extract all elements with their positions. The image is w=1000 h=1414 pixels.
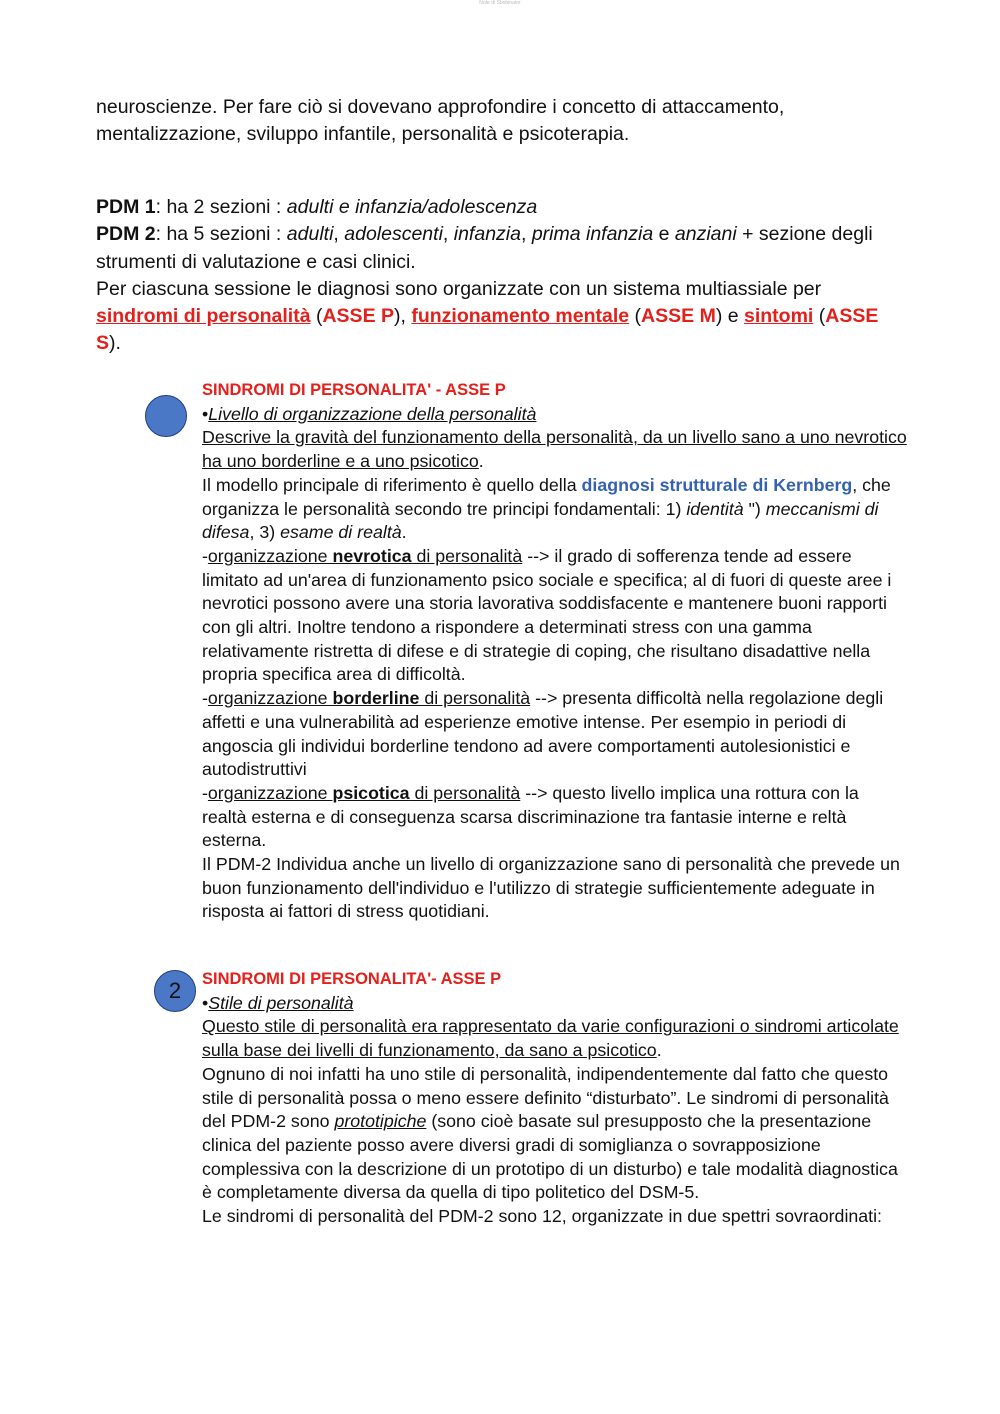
org-label: organizzazione [207, 545, 333, 566]
psychotic-paragraph [202, 782, 907, 853]
axes-line [96, 276, 896, 358]
separator: e [653, 223, 675, 246]
pdm2-rest: + sezione degli strumenti di valutazione e casi clinici. [96, 223, 873, 273]
separator: , [442, 223, 454, 246]
description-text: Descrive la gravità del funzionamento della personalità, da un livello sano a uno nevrotico ha uno borderline e a uno psicotico [202, 427, 907, 472]
pdm-paragraph [96, 194, 896, 358]
axes-intro: Per ciascuna sessione le diagnosi sono organizzate con un sistema multiassiale per [96, 277, 822, 300]
axis-p-term: sindromi di personalità [96, 305, 311, 328]
axis-s-label: ASSE S [96, 305, 879, 355]
intro-line: neuroscienze. Per fare ciò si dovevano approfondire i concetto di attaccamento, [96, 96, 785, 118]
org-description: --> il grado di sofferenza tende ad essere limitato ad un'area di funzionamento psico sociale e specifica; al di fuori di queste aree i nevrotici possono avere una storia lavorativa soddisfacente e mantenere buoni rapporti con gli altri. Inoltre tendono a rispondere a determinati stress con una gamma relativamente ristretta di difese e di strategie di coping, che risultano disadattive nella propria specifica area di difficoltà. [202, 545, 892, 685]
dash: - [202, 545, 208, 566]
org-label: organizzazione [207, 782, 333, 803]
pdm1-label: PDM 1 [96, 196, 156, 218]
description-end: . [656, 1040, 662, 1061]
section-personality-style [202, 968, 907, 1229]
pdm1-sections: adulti e infanzia/adolescenza [286, 196, 538, 218]
bullet-icon: • [202, 403, 209, 424]
paren: ). [109, 332, 121, 355]
section-subtitle: Stile di personalità [208, 992, 354, 1013]
model-text: Il modello principale di riferimento è quello della [202, 474, 582, 495]
pdm2-label: PDM 2 [96, 223, 156, 246]
description-text: Questo stile di personalità era rappresentato da varie configurazioni o sindromi articolate sulla base dei livelli di funzionamento, da sano a psicotico [202, 1016, 899, 1061]
section-subtitle-line [202, 403, 907, 427]
pdm1-text: : ha 2 sezioni : [155, 196, 287, 218]
section-description [202, 426, 907, 473]
style-text: Ognuno di noi infatti ha uno stile di personalità, indipendentemente dal fatto che questo stile di personalità possa o meno essere definito “disturbato”. Le sindromi di personalità del PDM-2 sono [202, 1063, 889, 1132]
principle: esame di realtà [280, 522, 402, 543]
principle-sep: , 3) [249, 522, 281, 543]
org-type: nevrotica [332, 545, 412, 566]
org-description: --> questo livello implica una rottura con la realtà esterna e di conseguenza scarsa discriminazione tra fantasie interne e reltà esterna. [202, 782, 859, 851]
closing-paragraph: Le sindromi di personalità del PDM-2 sono 12, organizzate in due spettri sovraordinati: [202, 1206, 883, 1227]
org-label: organizzazione [207, 688, 333, 709]
healthy-paragraph: Il PDM-2 Individua anche un livello di organizzazione sano di personalità che prevede un buon funzionamento dell'individuo e l'utilizzo di strategie sufficientemente adeguate in risposta ai fattori di stress quotidiani. [202, 854, 900, 922]
org-description: --> presenta difficoltà nella regolazione degli affetti e una vulnerabilità ad esperienze emotive intense. Per esempio in periodi di angoscia gli individui borderline tendono ad avere comportamenti autolesionistici e autodistruttivi [202, 688, 884, 780]
axis-m-term: funzionamento mentale [411, 305, 630, 328]
pdm2-section: adolescenti [344, 223, 443, 246]
model-text: , che organizza le personalità secondo tre principi fondamentali: 1) [202, 474, 891, 519]
principle: meccanismi di difesa [202, 498, 879, 543]
dash: - [202, 782, 208, 803]
section-personality-level [202, 379, 907, 924]
pdm2-section: prima infanzia [531, 223, 654, 246]
paren: ( [629, 305, 642, 328]
style-text: (sono cioè basate sul presupposto che la presentazione clinica del paziente posso avere diversi gradi di somiglianza o sovrapposizione complessiva con la descrizione di un prototipo di un disturbo) e tale modalità diagnostica è completamente diversa da quella di tipo politetico del DSM-5. [202, 1111, 898, 1203]
intro-line: mentalizzazione, sviluppo infantile, personalità e psicoterapia. [96, 123, 630, 145]
section-title: SINDROMI DI PERSONALITA'- ASSE P [202, 970, 502, 988]
neurotic-paragraph [202, 545, 907, 687]
intro-paragraph [96, 94, 896, 148]
pdm2-line [96, 221, 896, 276]
bullet-icon: • [202, 992, 209, 1013]
separator: , [520, 223, 532, 246]
org-type: psicotica [332, 782, 410, 803]
paren: ) e [715, 305, 744, 328]
section-subtitle-line [202, 992, 907, 1016]
paren: ( [310, 305, 323, 328]
org-label: di personalità [409, 782, 521, 803]
paren: ), [394, 305, 412, 328]
paren: ( [813, 305, 826, 328]
pdm1-line [96, 194, 896, 221]
kernberg-highlight: diagnosi strutturale di Kernberg [581, 474, 853, 495]
section-title: SINDROMI DI PERSONALITA' - ASSE P [202, 381, 506, 399]
org-type: borderline [332, 688, 420, 709]
description-end: . [478, 451, 484, 472]
org-label: di personalità [411, 545, 523, 566]
pdm2-section: adulti [286, 223, 334, 246]
dash: - [202, 688, 208, 709]
prototypical-term: prototipiche [334, 1111, 427, 1132]
principle-sep: ") [743, 498, 766, 519]
axis-m-label: ASSE M [641, 305, 716, 328]
borderline-paragraph [202, 687, 907, 782]
axis-s-term: sintomi [744, 305, 814, 328]
principle-sep: . [401, 522, 407, 543]
axis-p-label: ASSE P [322, 305, 394, 328]
org-label: di personalità [419, 688, 531, 709]
kernberg-paragraph [202, 474, 907, 545]
section-number-circle: 2 [154, 970, 196, 1012]
pdm2-section: anziani [674, 223, 737, 246]
separator: , [333, 223, 345, 246]
style-paragraph [202, 1063, 907, 1205]
principle: identità [686, 498, 744, 519]
section-number-circle [145, 395, 187, 437]
pdm2-section: infanzia [453, 223, 521, 246]
section-description [202, 1015, 907, 1062]
section-subtitle: Livello di organizzazione della personalità [208, 403, 537, 424]
pdm2-text: : ha 5 sezioni : [155, 223, 287, 246]
page-watermark: Note di Sbobinator [479, 0, 521, 6]
